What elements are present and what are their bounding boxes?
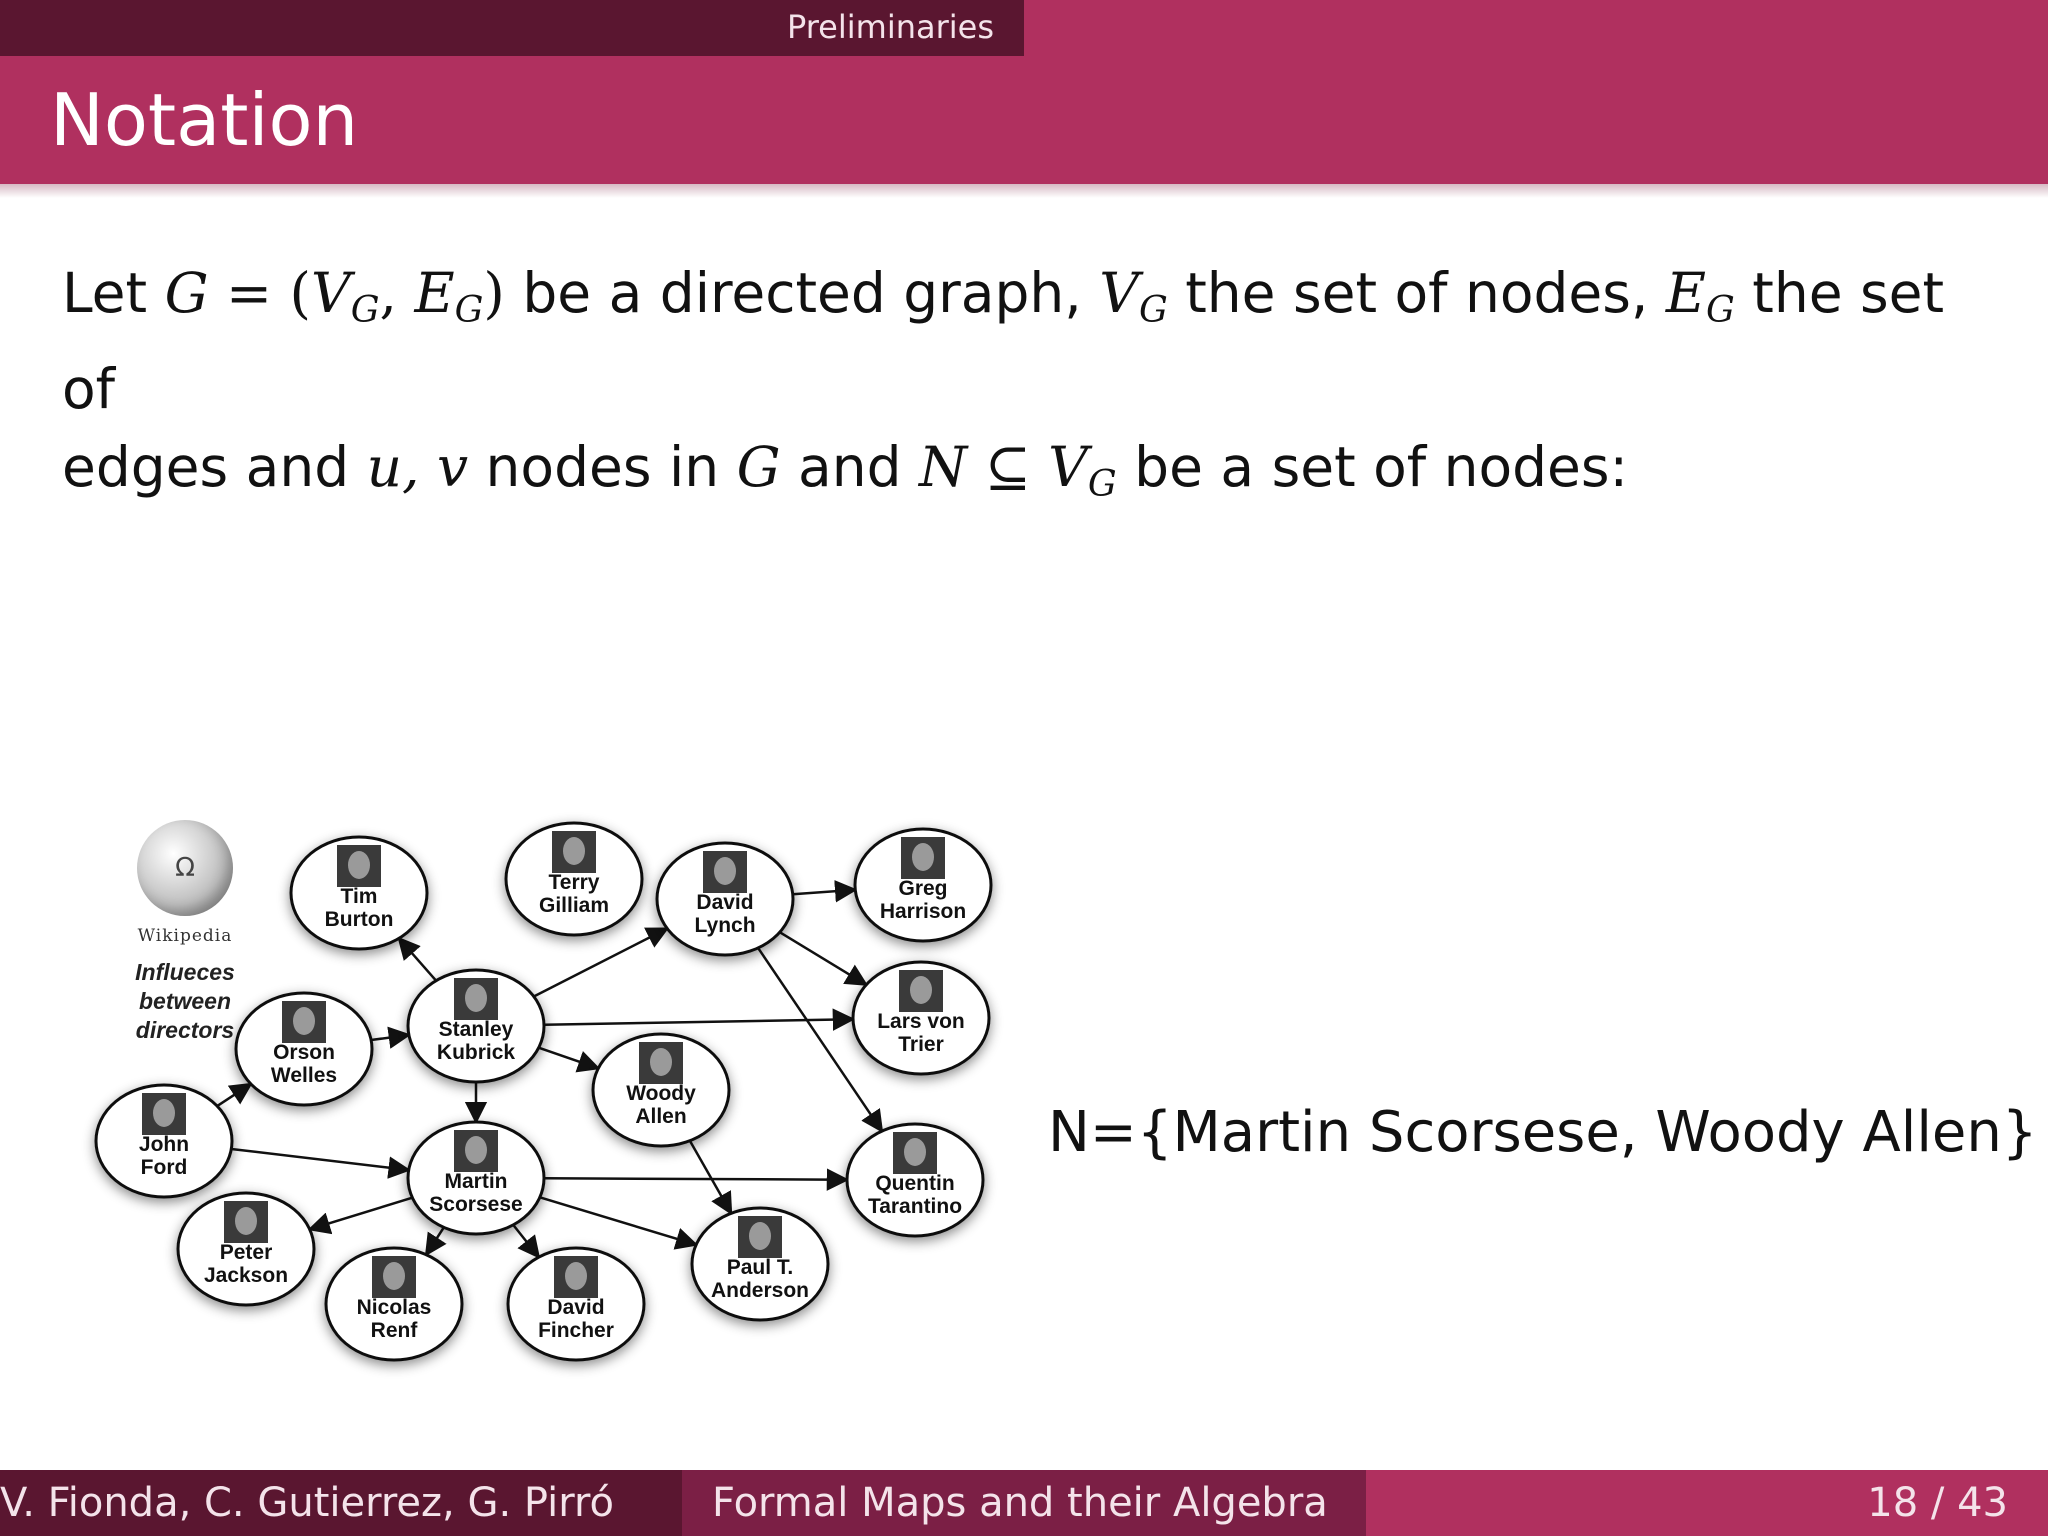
node-label: Harrison	[879, 900, 967, 923]
node-orson	[236, 993, 372, 1105]
text-segment: be a set of nodes:	[1116, 435, 1629, 499]
node-label: Greg	[898, 877, 948, 900]
node-label: Anderson	[710, 1279, 810, 1302]
text-segment: nodes in	[468, 435, 737, 499]
math-sub: G	[1706, 290, 1735, 331]
edge-kubrick-lynch	[534, 928, 667, 996]
text-segment: be a directed graph,	[522, 261, 1100, 325]
photo-face-icon	[749, 1222, 771, 1250]
photo-face-icon	[348, 851, 370, 879]
math-uv: u, v	[366, 435, 469, 499]
node-label: Quentin	[875, 1172, 955, 1195]
footer-authors	[0, 1470, 682, 1536]
graph-nodes	[96, 823, 991, 1360]
node-label: Burton	[324, 908, 394, 931]
photo-face-icon	[465, 984, 487, 1012]
edge-ford-orson	[217, 1084, 251, 1106]
section-label: Preliminaries	[786, 8, 994, 46]
math-sub: G	[1138, 290, 1168, 331]
photo-face-icon	[465, 1136, 487, 1164]
node-label: Jackson	[203, 1264, 289, 1287]
node-label: Scorsese	[429, 1193, 523, 1216]
node-terry	[506, 823, 642, 935]
node-scorsese	[408, 1122, 544, 1234]
node-label: Fincher	[538, 1319, 614, 1342]
node-label: Nicolas	[356, 1296, 432, 1319]
caption-line: Influeces	[135, 959, 235, 985]
math-subseteq: ⊆	[967, 435, 1049, 499]
math-v: V	[1048, 435, 1088, 499]
node-ford	[96, 1085, 232, 1197]
node-fincher	[508, 1248, 644, 1360]
photo-face-icon	[910, 976, 932, 1004]
photo-face-icon	[650, 1048, 672, 1076]
edge-kubrick-woody	[539, 1048, 599, 1069]
caption-line: directors	[135, 1017, 235, 1043]
photo-face-icon	[153, 1099, 175, 1127]
math-sub: G	[350, 290, 380, 331]
math-sub: G	[454, 290, 484, 331]
math-eq: = (	[208, 261, 312, 325]
node-label: Lynch	[694, 914, 756, 937]
node-label: Gilliam	[538, 894, 610, 917]
node-label: Ford	[140, 1156, 188, 1179]
node-lynch	[657, 843, 793, 955]
math-v: V	[311, 261, 351, 325]
math-g: G	[164, 261, 209, 325]
edge-scorsese-jackson	[310, 1198, 413, 1230]
node-label: Peter	[219, 1241, 273, 1264]
edge-lynch-lars	[780, 932, 867, 985]
math-v: V	[1099, 261, 1139, 325]
photo-face-icon	[383, 1262, 405, 1290]
math-e: E	[414, 261, 455, 325]
node-label: Allen	[635, 1105, 687, 1128]
node-woody	[593, 1034, 729, 1146]
footer-page	[1366, 1470, 2048, 1536]
math-close: )	[483, 261, 523, 325]
edge-scorsese-renf	[426, 1227, 444, 1254]
photo-face-icon	[565, 1262, 587, 1290]
node-renf	[326, 1248, 462, 1360]
node-label: Lars von	[877, 1010, 965, 1033]
node-label: Terry	[548, 871, 600, 894]
node-tarantino	[847, 1124, 983, 1236]
math-sub: G	[1087, 464, 1117, 505]
photo-face-icon	[563, 837, 585, 865]
node-label: Kubrick	[436, 1041, 516, 1064]
photo-face-icon	[235, 1207, 257, 1235]
slide-title: Notation	[50, 78, 359, 162]
text-segment: the set of	[62, 261, 1945, 421]
edge-orson-kubrick	[371, 1035, 409, 1040]
caption-line: between	[138, 988, 232, 1014]
node-jackson	[178, 1193, 314, 1305]
node-label: David	[547, 1296, 605, 1319]
edge-scorsese-tarantino	[544, 1178, 847, 1179]
node-label: Welles	[270, 1064, 338, 1087]
math-e: E	[1665, 261, 1707, 325]
n-set-definition: N={Martin Scorsese, Woody Allen}	[1048, 1100, 2038, 1165]
node-label: Woody	[626, 1082, 696, 1105]
node-lars	[853, 962, 989, 1074]
footer-title	[682, 1470, 1366, 1536]
edge-scorsese-anderson	[540, 1197, 696, 1244]
math-comma: ,	[379, 261, 415, 325]
node-label: Trier	[898, 1033, 944, 1056]
node-label: Renf	[370, 1319, 418, 1342]
text-segment: and	[780, 435, 919, 499]
node-greg	[855, 829, 991, 941]
node-anderson	[692, 1208, 828, 1320]
text-segment: edges and	[62, 435, 367, 499]
text-segment: the set of nodes,	[1167, 261, 1666, 325]
node-tim	[291, 837, 427, 949]
edge-scorsese-fincher	[513, 1225, 539, 1257]
photo-face-icon	[912, 843, 934, 871]
node-label: David	[696, 891, 754, 914]
node-kubrick	[408, 970, 544, 1082]
node-label: Paul T.	[726, 1256, 794, 1279]
edge-lynch-greg	[793, 890, 855, 894]
edge-ford-scorsese	[231, 1149, 408, 1170]
node-label: Stanley	[438, 1018, 514, 1041]
wikipedia-globe-icon: Ω	[137, 820, 233, 916]
node-label: Orson	[273, 1041, 335, 1064]
footer-bar	[0, 1470, 2048, 1536]
math-n: N	[918, 435, 968, 499]
node-label: Tim	[340, 885, 378, 908]
photo-face-icon	[714, 857, 736, 885]
photo-face-icon	[904, 1138, 926, 1166]
node-label: John	[138, 1133, 190, 1156]
wikipedia-wordmark: Wikipedia	[137, 926, 233, 946]
node-label: Martin	[444, 1170, 508, 1193]
node-label: Tarantino	[867, 1195, 963, 1218]
text-let: Let	[62, 261, 165, 325]
math-g: G	[736, 435, 781, 499]
photo-face-icon	[293, 1007, 315, 1035]
talk-title-text: Formal Maps and their Algebra	[712, 1480, 1328, 1526]
edge-woody-anderson	[690, 1141, 731, 1214]
edge-kubrick-tim	[399, 938, 436, 980]
page-number: 18 / 43	[1867, 1480, 2008, 1526]
authors-text: V. Fionda, C. Gutierrez, G. Pirró	[0, 1480, 615, 1526]
